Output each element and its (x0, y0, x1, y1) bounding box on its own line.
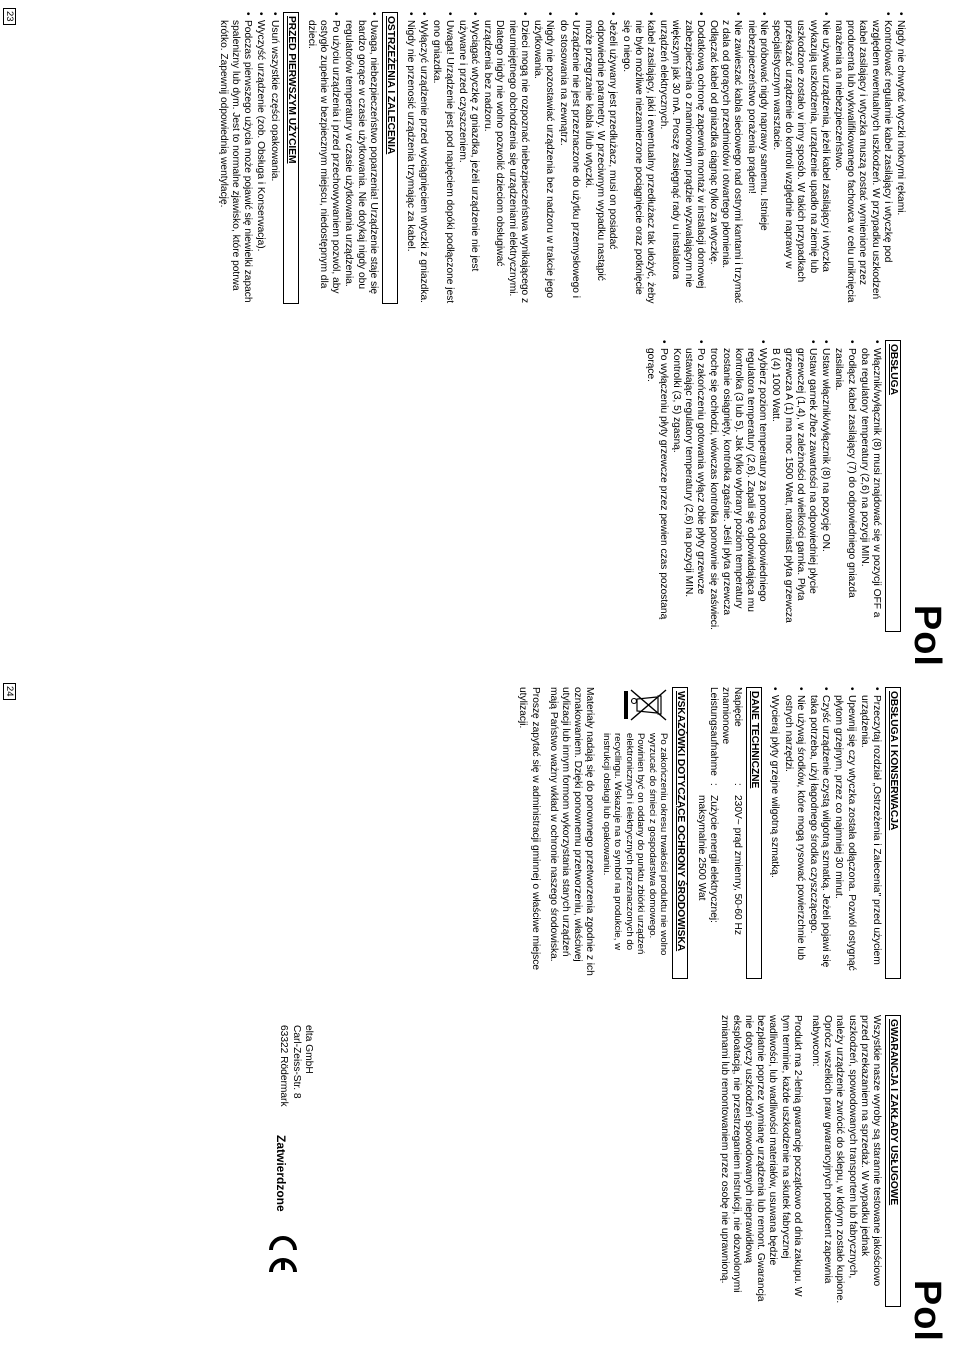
spec-sep: : (707, 783, 719, 786)
maintenance-heading: OBSŁUGA I KONSERWACJA (885, 687, 901, 979)
right-column (638, 340, 906, 632)
street: Carl-Zeiss-Str. 8 (290, 1025, 302, 1099)
list-item: • Nigdy nie przenosić urządzenia trzymając za kabel. (404, 12, 416, 304)
list-item: • Nie zawieszać kabla sieciowego nad ostrymi kantami i trzymać z dala od gorących przedmiotów i otwartego płomienia. Odłączać kabel od gniazdka ciągnąc tylko za wtyczkę. (707, 12, 744, 304)
list-item: • Kontrolować regularnie kabel zasilający i wtyczkę pod względem ewentualnych uszkodzeń. W przypadku uszkodzeń kabel zasilający i wtyczka muszą zostać wymienione przez producenta lub wykwalifikowanego fachowca w celu uniknięcia narażenia na niebezpieczeństwo. (832, 12, 893, 304)
environment-text: Po zakończeniu okresu trwałości produktu nie wolno wyrzucać do śmieci z gospodarstwa domowego. Powinien być on oddany do punktu zbiórki urządzeń elektronicznych i elektrycznych przeznaczonych do recyclingu. Wskazuje na to symbol na produkcie, w instrukcji obsługi lub opakowaniu. (600, 733, 670, 956)
warranty-text: Wszystkie nasze wyroby są starannie testowane jakościowo przed przekazaniem na sprzedaż. W wypadku jednak uszkodzeń, spowodowanych transportem lub fabrycznych, należy urządzenie zwrócić do sklepu, w którym zostało kupione. Oprócz wszelkich praw gwarancyjnych producent zapewnia nabywcom: (809, 1015, 882, 1304)
disposal-paragraph: Proszę zapytać się w administracji gminnej o właściwe miejsce utylizacji. (517, 687, 541, 971)
warnings-heading: OSTRZEŻENIA I ZALECENIA (382, 12, 398, 304)
list-item: • Po zakończeniu gotowania wyłącz obie płyty grzewcze ustawiając regulatory temperatury (2,6) na pozycji MIN. Kontrolki (3, 5) zgasną. (670, 340, 707, 632)
list-item: • Nigdy nie chwytać wtyczki mokrymi rękami. (894, 12, 906, 304)
list-item: • Ustaw garnek z/bez zawartości na odpowiedniej płycie grzewczej (1,4), w zależności od wielkości garnka. Płyta grzewcza A (1) ma moc 1500 Watt, natomiast płyta grzewcza B (4) 1000 Watt. (769, 340, 818, 632)
environment-notice (600, 687, 669, 979)
tech-data-table (694, 687, 743, 979)
environment-heading: WSKAZÓWKI DOTYCZĄCE OCHRONY ŚRODOWISKA (672, 687, 688, 979)
list-item: • Uwaga, niebezpieczeństwo poparzenia! Urządzenie staje się bardzo gorące w czasie użytkowania. Nie dotykaj nigdy obu regulatorów temperatury w czasie użytkowania urządzenia. (342, 12, 379, 304)
ce-mark-icon (261, 1231, 300, 1277)
first-use-heading: PRZED PIERWSZYM UŻYCIEM (283, 12, 299, 304)
company-name: elta GmbH (303, 1025, 314, 1074)
list-item: • Przeczytaj rozdział „Ostrzeżenia i Zalecenia" przed użyciem urządzenia. (858, 687, 882, 979)
list-item: • Wycieraj płyty grzejne wilgotną szmatką. (768, 687, 780, 979)
list-item: • Wyciągać wtyczkę z gniazdka, jeżeli urządzenie nie jest używane i przed czyszczeniem. (456, 12, 480, 304)
manufacturer-address (277, 1025, 314, 1107)
list-item: • Ustaw włącznik/wyłącznik (8) na pozycję ON. (819, 340, 831, 632)
list-item: • Dodatkową ochronę zapewnia montaż w instalacji domowej zabezpieczenia o znamionowym prądzie wyzwalającym nie większym jak 30 mA. Proszę zasięgnąć rady u instalatora urządzeń elektrycznych. (657, 12, 706, 304)
language-label: Pol (906, 1279, 948, 1342)
list-item: • kabel zasilający, jaki i ewentualny przedłużacz tak ułożyć, żeby nie było możliwe niezamierzone pociągnięcie oraz potknięcie się o niego. (619, 12, 656, 304)
list-item: • Nie używaj środków, które mogą rysować powierzchnie lub ostrych narzędzi. (781, 687, 805, 979)
list-item: • Urządzenie nie jest przeznaczone do użytku przemysłowego i do stosowania na zewnątrz. (556, 12, 580, 304)
manufacturer-block (234, 1025, 314, 1325)
list-item: • Dzieci mogą nie rozpoznać niebezpieczeństwa wynikającego z nieumiejętnego obchodzenia się urządzeniami elektrycznymi. Dlatego nigdy nie wolno pozwolić dzieciom obsługiwać urządzenia bez nadzoru. (481, 12, 530, 304)
maintenance-list (768, 687, 882, 979)
right-column (711, 1015, 906, 1307)
left-column (211, 12, 906, 304)
list-item: • Czyść urządzenie czystą wilgotną szmatką. Jeżeli pojawi się taka potrzeba, użyj łagodnego środka czyszczącego. (807, 687, 831, 979)
list-item: • Usuń wszystkie części opakowania. (267, 12, 279, 304)
list-item: • Po użyciu urządzenia i przed przechowywaniem pozwól, aby ostygło zupełnie w bezpiecznym miejscu, niedostępnym dla dzieci. (305, 12, 342, 304)
list-item: • Podczas pierwszego użycia może pojawić się niewielki zapach spalenizny lub dym. Jest to normalne zjawisko, które potrwa krótko. Zapewnij odpowiednią wentylację. (217, 12, 254, 304)
approved-label: Zatwierdzone (274, 1135, 288, 1212)
page-number: 23 (3, 8, 16, 25)
spec-sep: : (732, 783, 744, 786)
page-23 (0, 0, 954, 675)
spec-label: Napięcie znamionowe (719, 687, 744, 745)
list-item: • Po wyłączeniu płyty grzewcze przez pewien czas pozostaną gorące. (644, 340, 668, 632)
list-item: • Nie próbować nigdy naprawy samemu. Istnieje niebezpieczeństwo porażenia prądem! (744, 12, 768, 304)
list-item: • Uwaga! Urządzenie jest pod napięciem dopóki podłączone jest ono gniazdka. (430, 12, 454, 304)
crossed-bin-icon (600, 687, 669, 725)
first-use-list (217, 12, 280, 304)
recycling-paragraph: Materiały nadają się do ponownego przetworzenia zgodnie z ich oznakowaniem. Dzięki ponownemu przetworzeniu, właściwej utylizacji lub innym formom wykorzystania starych urządzeń mają Państwo ważny wkład w ochronie naszego środowiska. (547, 687, 596, 976)
list-item: • Jeżeli używany jest przedłużacz, musi on posiadać odpowiednie parametry. W przeciwnym wypadku nastąpić może przegrzanie kabla i/lub wtyczki. (582, 12, 619, 304)
list-item: • Nigdy nie pozostawiać urządzenia bez nadzoru w trakcie jego użytkowania. (531, 12, 555, 304)
left-column (510, 687, 906, 979)
language-label: Pol (906, 604, 948, 667)
intro-safety-list (404, 12, 906, 304)
spec-label: Leistungsaufnahme (707, 687, 719, 776)
list-item: • Włącznik/wyłącznik (8) musi znajdować się w pozycji OFF a oba regulatory temperatury (2,6) na pozycji MIN. (858, 340, 882, 632)
page-number: 24 (3, 683, 16, 700)
city: 63322 Rödermark (278, 1025, 290, 1107)
tech-data-heading: DANE TECHNICZNE (746, 687, 762, 979)
warranty-heading: GWARANCJA I ZAKŁADY USŁUGOWE (885, 1015, 901, 1307)
operation-heading: OBSŁUGA (885, 340, 901, 632)
spec-value: 230V~ prąd zmienny, 50-60 Hz (732, 795, 744, 935)
list-item: • Podłącz kabel zasilający (7) do odpowiedniego gniazda zasilania. (832, 340, 856, 632)
list-item: • Wybierz poziom temperatury za pomocą odpowiedniego regulatora temperatury (2,6). Zapali się odpowiadająca mu kontrolka (3 lub 5). Jak tylko wybrany poziom temperatury zostanie osiągnięty, kontrolka zgaśnie. Jeśli płyta grzewcza trochę się ochłodzi, wówczas kontrolka ponownie się zaświeci. (707, 340, 768, 632)
list-item: • Wyczyść urządzenie (zob. Obsługa i Konserwacja). (254, 12, 266, 304)
spec-value: Zużycie energii elektrycznej: maksymalnie 2500 Wat (695, 795, 719, 923)
warranty-terms: Produkt ma 2-letnią gwarancję początkowo od dnia zakupu. W tym terminie, każde uszkodzenie na skutek fabrycznej wadliwości, lub wadliwości materiałów, usuwana będzie bezpłatnie poprzez wymianę urządzenia lub remont. Gwarancja nie dotyczy uszkodzeń spowodowanych nieprawidłową eksploatacją, nie przestrzeganiem instrukcji, nie dozwolonymi zmianami lub remontowaniem przez osobę nie uprawnioną. (718, 1015, 803, 1302)
list-item: • Upewnij się czy wtyczka została odłączona. Pozwól ostygnąć płytom grzejnym, przez co najmniej 30 minut. (832, 687, 856, 979)
operation-list (644, 340, 882, 632)
list-item: • Nie używać urządzenia, jeżeli kabel zasilający i wtyczka wykazują uszkodzenia, urządzenie upadło na ziemię lub uszkodzone zostało w inny sposób. W takich przypadkach przekazać urządzenie do kontroli względnie naprawy w specjalistycznym warsztacie. (770, 12, 831, 304)
list-item: • Wyłączyć urządzenie przed wyciągnięciem wtyczki z gniazdka. (417, 12, 429, 304)
page-24 (0, 675, 954, 1350)
warnings-list (305, 12, 379, 304)
